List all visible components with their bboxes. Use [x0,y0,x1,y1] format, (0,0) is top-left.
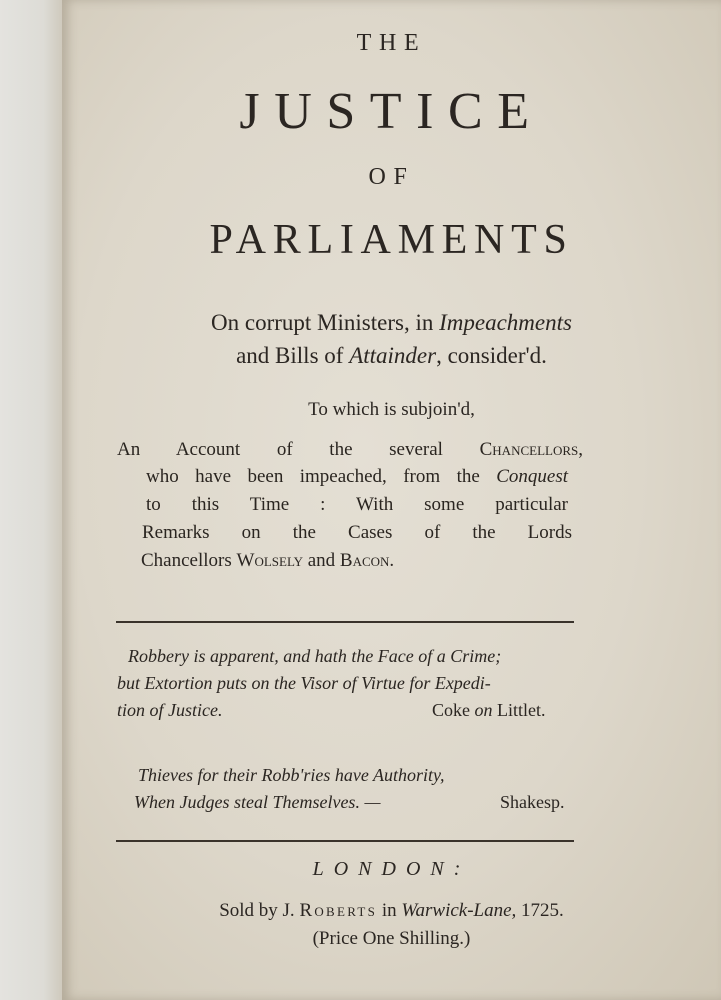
facing-page-edge [0,0,62,1000]
imprint-seller [62,900,721,922]
account-chancellors: Chancellors, [479,439,583,460]
divider-rule [116,840,574,842]
account-text: Chancellors [141,550,232,571]
subtitle-line-2 [62,343,721,369]
account-text: who have been impeached, from the [146,466,480,487]
imprint-warwick-lane: Warwick-Lane, [401,900,517,921]
subtitle-text: and Bills of [236,343,350,368]
imprint-roberts: Roberts [299,900,378,921]
epigraph-coke-attribution [432,700,546,721]
account-bacon: Bacon. [339,550,395,571]
subjoined-intro: To which is subjoin'd, [308,399,475,420]
account-line-4: Remarks on the Cases of the Lords [142,522,572,543]
account-wolsely: Wolsely [236,550,303,571]
epigraph-shakespeare-line-2: When Judges steal Themselves. — [134,792,381,812]
attribution-on: on [474,700,493,720]
title-justice: JUSTICE [239,83,544,140]
subtitle-impeachments: Impeachments [439,310,572,335]
account-line-5 [141,550,394,572]
imprint-price: (Price One Shilling.) [312,928,471,949]
title-of: OF [368,164,415,190]
account-conquest: Conquest [496,466,569,487]
account-text: and [307,550,336,571]
subtitle-text: On corrupt Ministers, in [211,310,440,335]
epigraph-shakespeare-line-1: Thieves for their Robb'ries have Authority, [138,765,445,785]
subtitle-attainder: Attainder [349,343,437,368]
account-line-3: to this Time : With some particular [146,494,568,515]
imprint-city: LONDON: [312,858,471,880]
imprint-text: Sold by J. [219,900,295,921]
attribution-coke: Coke [432,700,470,720]
account-line-2 [146,466,568,488]
title-parliaments: PARLIAMENTS [209,217,574,263]
epigraph-coke-line-2: but Extortion puts on the Visor of Virtue for Expedi- [117,673,491,693]
epigraph-shakespeare-attribution: Shakesp. [500,792,565,812]
attribution-littlet: Littlet. [497,700,546,720]
imprint-year: 1725. [521,900,564,921]
title-the: THE [356,30,427,56]
epigraph-coke-line-1: Robbery is apparent, and hath the Face of a Crime; [128,646,502,666]
subtitle-text: , consider'd. [436,343,547,368]
account-line-1 [117,439,583,461]
divider-rule [116,621,574,623]
imprint-text: in [381,900,397,921]
subtitle-line-1 [62,310,721,336]
epigraph-coke-line-3: tion of Justice. [117,700,223,720]
account-text: An Account of the several [117,439,443,460]
